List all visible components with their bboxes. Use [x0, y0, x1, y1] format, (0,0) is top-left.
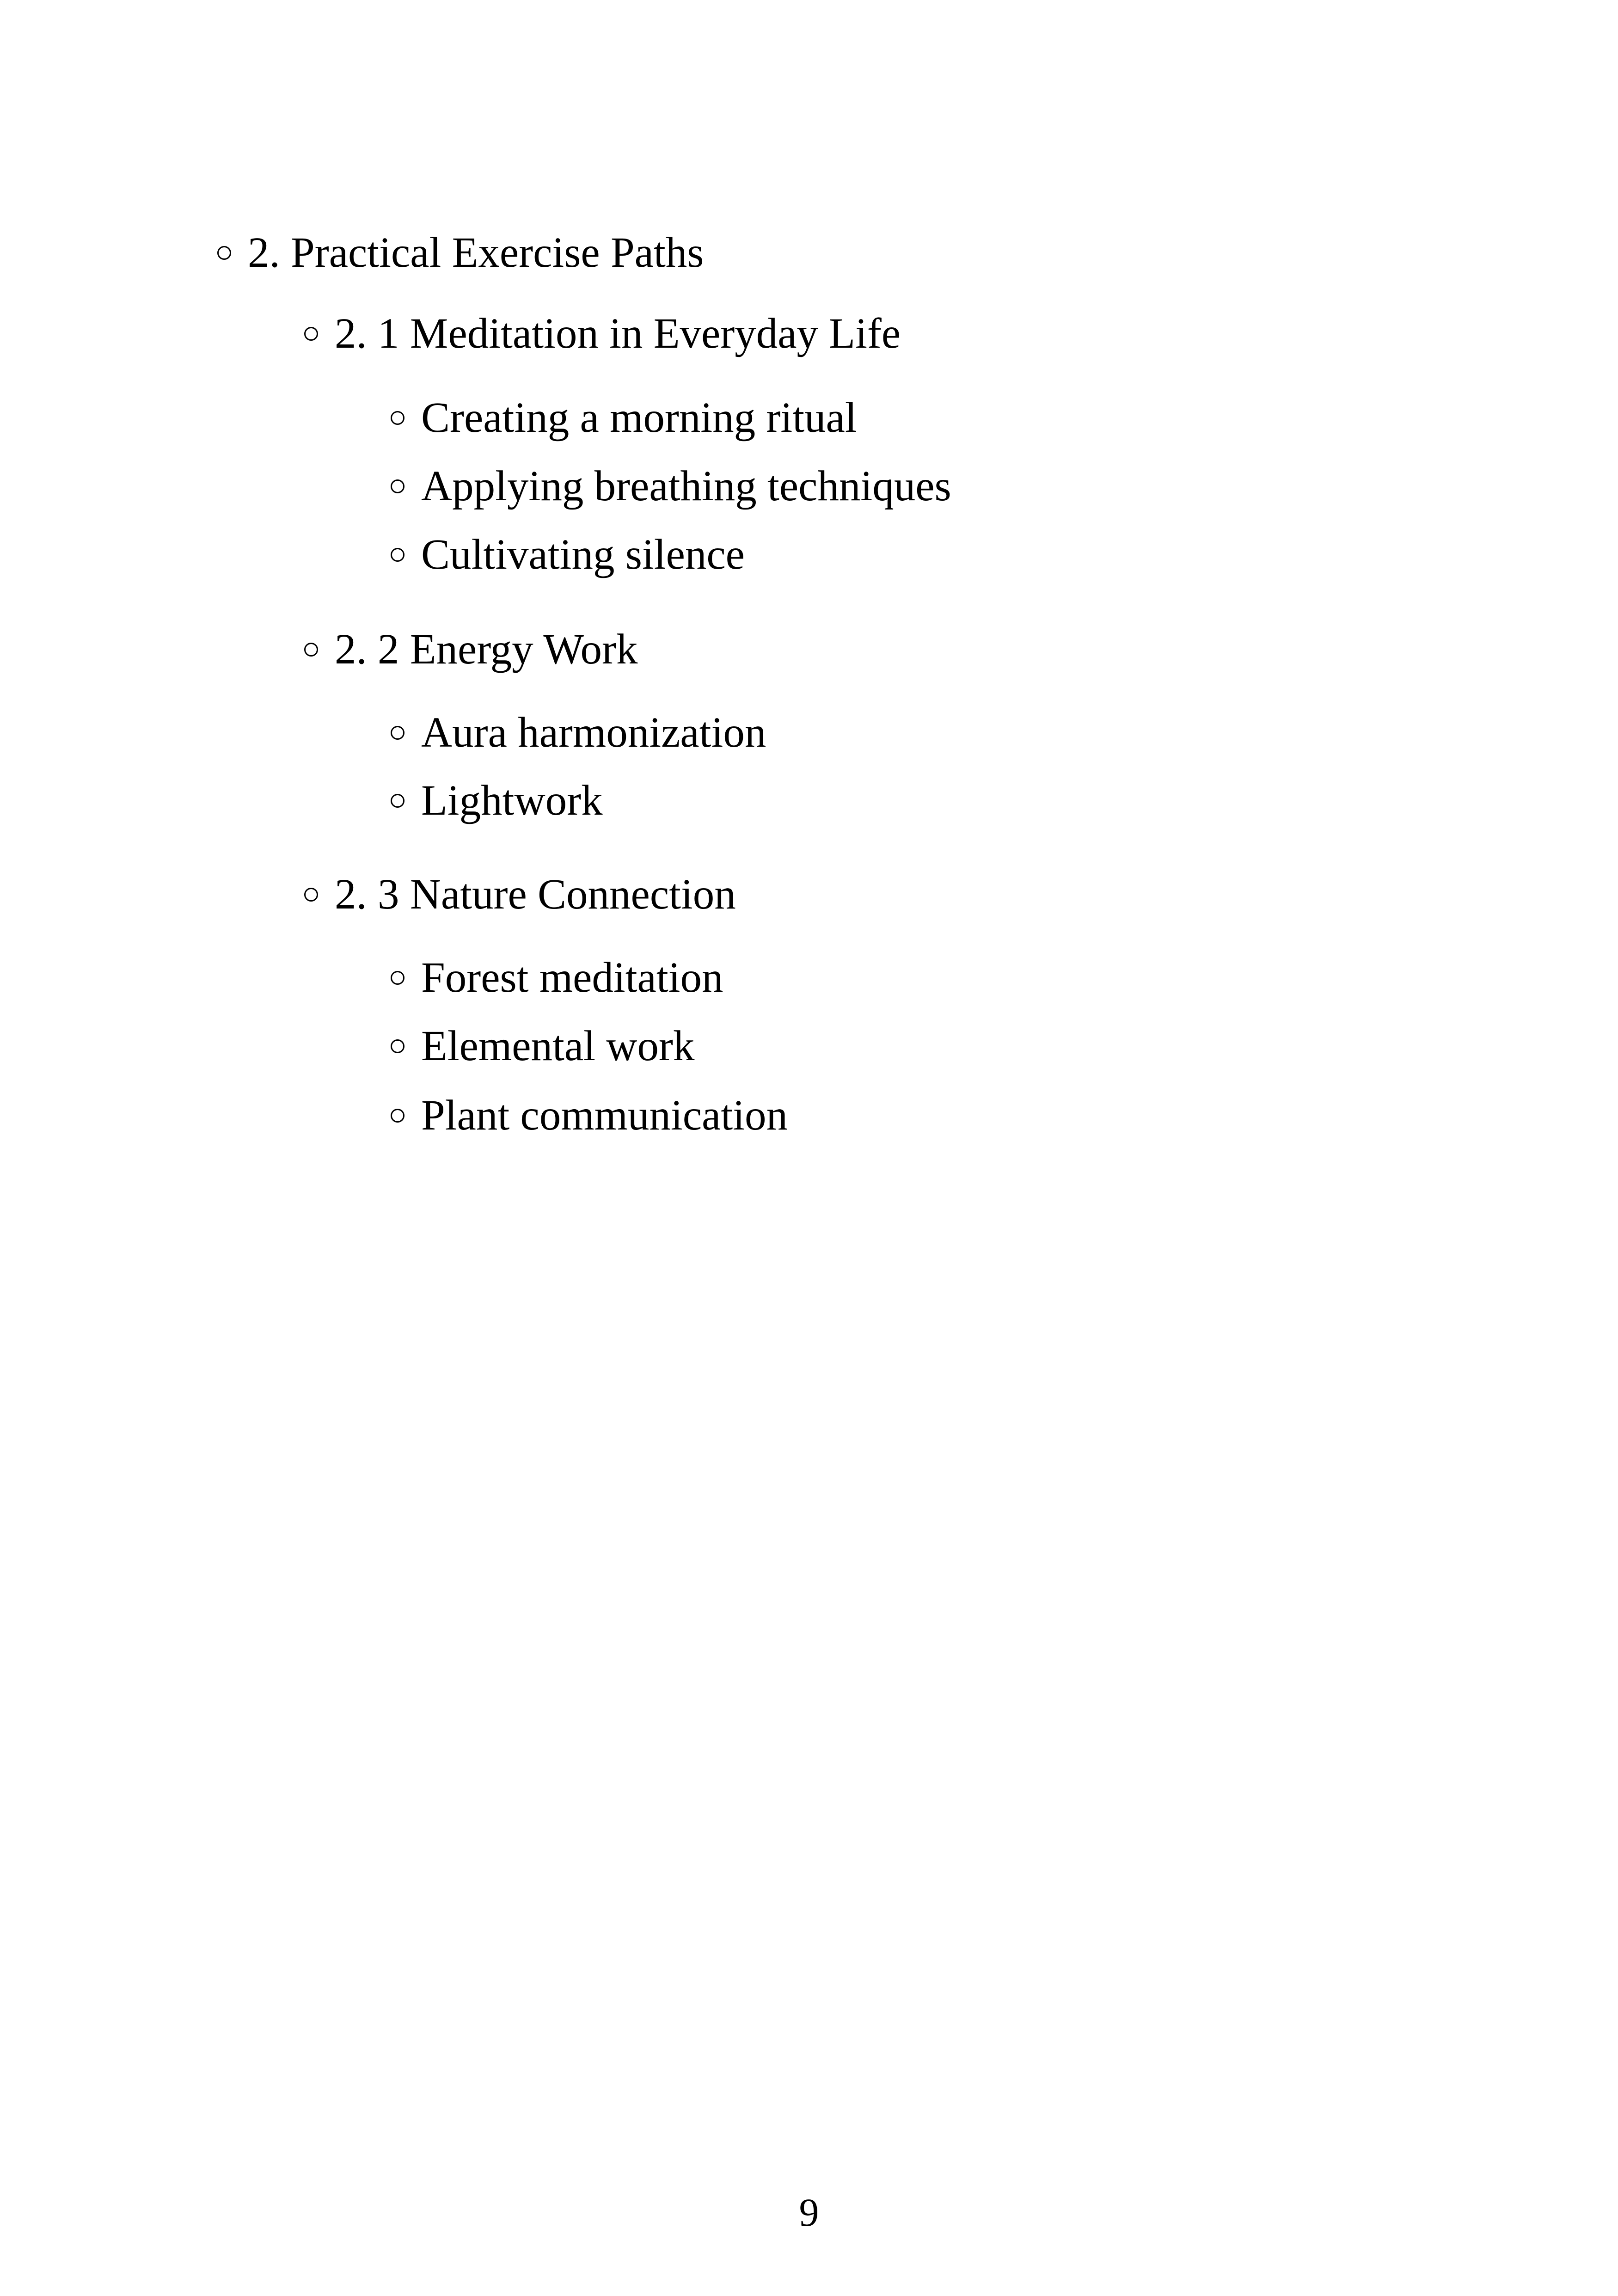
- hollow-circle-bullet-icon: [391, 1109, 404, 1123]
- outline-item-level-3: [391, 1022, 695, 1070]
- outline-item-level-2: [304, 628, 638, 671]
- outline-item-level-2: [304, 873, 736, 916]
- outline-item-level-1: [217, 231, 704, 274]
- outline-item-level-3: [391, 779, 603, 822]
- hollow-circle-bullet-icon: [391, 411, 404, 425]
- list-item-text: Creating a morning ritual: [421, 394, 857, 442]
- hollow-circle-bullet-icon: [391, 971, 404, 985]
- list-item-text: Cultivating silence: [421, 531, 745, 578]
- list-item-text: Plant communication: [421, 1092, 788, 1139]
- page-number: 9: [799, 2190, 819, 2235]
- subsection-title: 2. 2 Energy Work: [335, 626, 638, 673]
- section-title: 2. Practical Exercise Paths: [248, 229, 704, 276]
- outline-item-level-3: [391, 462, 951, 510]
- outline-item-level-2: [304, 312, 901, 355]
- hollow-circle-bullet-icon: [391, 479, 404, 493]
- hollow-circle-bullet-icon: [304, 327, 318, 341]
- outline-item-level-3: [391, 533, 745, 576]
- outline-item-level-3: [391, 1094, 788, 1137]
- list-item-text: Lightwork: [421, 777, 603, 824]
- hollow-circle-bullet-icon: [391, 794, 404, 808]
- hollow-circle-bullet-icon: [391, 726, 404, 740]
- hollow-circle-bullet-icon: [217, 246, 231, 260]
- outline-item-level-3: [391, 711, 766, 754]
- outline-item-level-3: [391, 956, 723, 999]
- hollow-circle-bullet-icon: [304, 888, 318, 902]
- list-item-text: Applying breathing techniques: [421, 462, 951, 510]
- hollow-circle-bullet-icon: [304, 643, 318, 657]
- outline-item-level-3: [391, 394, 857, 442]
- hollow-circle-bullet-icon: [391, 548, 404, 562]
- subsection-title: 2. 3 Nature Connection: [335, 871, 736, 918]
- subsection-title: 2. 1 Meditation in Everyday Life: [335, 310, 901, 357]
- list-item-text: Forest meditation: [421, 954, 723, 1001]
- list-item-text: Aura harmonization: [421, 709, 766, 756]
- hollow-circle-bullet-icon: [391, 1039, 404, 1053]
- list-item-text: Elemental work: [421, 1022, 695, 1070]
